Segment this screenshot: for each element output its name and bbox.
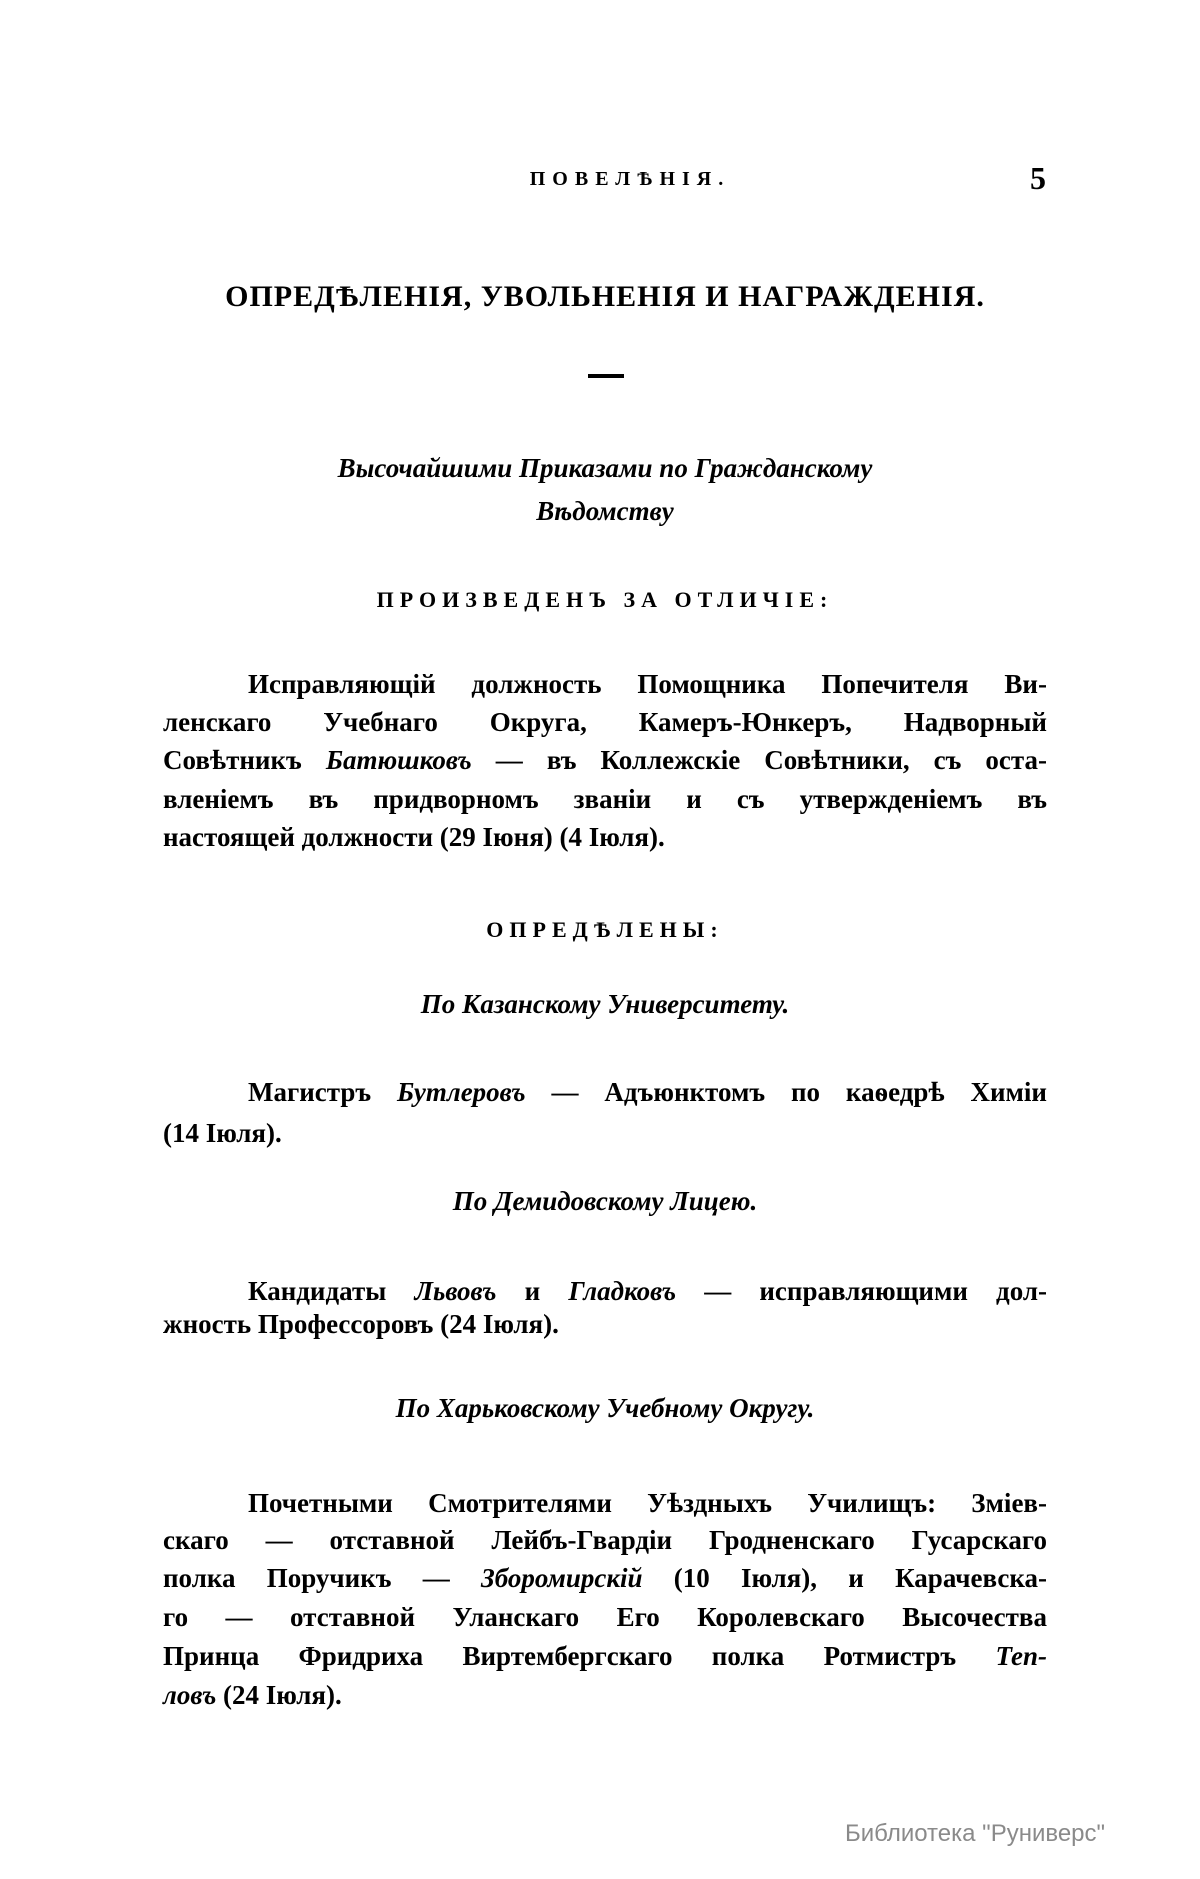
text-segment: и [496, 1276, 569, 1306]
text-segment: настоящей должности (29 Іюня) (4 Іюля). [163, 822, 665, 852]
running-title: ПОВЕЛѢНІЯ. [529, 168, 731, 190]
text-line-p4-l3 [163, 1559, 1047, 1597]
text-line-p1-l5 [163, 818, 1047, 856]
text-segment: Высочайшими Приказами по Гражданскому [337, 453, 873, 483]
text-line-p4-l1 [163, 1484, 1047, 1522]
text-segment: Принца Фридриха Виртембергскаго полка Ротмистръ [163, 1641, 996, 1671]
italic-name: ловъ [163, 1680, 217, 1710]
page-number: 5 [1030, 160, 1046, 196]
text-line-subtitle-2 [163, 492, 1047, 530]
text-line-p1-l1 [163, 665, 1047, 703]
text-line-p3-l2 [163, 1305, 1047, 1343]
text-line-p4-l6 [163, 1676, 1047, 1714]
italic-name: Гладковъ [568, 1276, 677, 1306]
text-segment: Вѣдомству [536, 496, 674, 526]
text-line-p4-l2 [163, 1521, 1047, 1559]
text-segment: Магистръ [248, 1077, 398, 1107]
text-segment: скаго — отставной Лейбъ-Гвардіи Гродненскаго Гусарскаго [163, 1525, 1047, 1555]
italic-name: Зборомирскій [481, 1563, 643, 1593]
text-segment: вленіемъ въ придворномъ званіи и съ утвержденіемъ въ [163, 784, 1047, 814]
text-line-p2-l2 [163, 1114, 1047, 1152]
text-segment: жность Профессоровъ (24 Іюля). [163, 1309, 559, 1339]
text-segment: ПРОИЗВЕДЕНЪ ЗА ОТЛИЧІЕ: [376, 587, 834, 612]
text-line-heading-appointed [163, 911, 1047, 949]
text-line-section-kazan [163, 985, 1047, 1023]
text-segment: По Демидовскому Лицею. [452, 1186, 758, 1216]
page-title: ОПРЕДѢЛЕНІЯ, УВОЛЬНЕНІЯ И НАГРАЖДЕНІЯ. [225, 280, 985, 313]
italic-name: Бутлеровъ [397, 1077, 526, 1107]
divider [588, 374, 624, 378]
text-segment: ОПРЕДѢЛЕНЫ: [486, 917, 724, 942]
text-segment: Исправляющій должность Помощника Попечителя Ви- [248, 669, 1047, 699]
text-line-p4-l4 [163, 1598, 1047, 1636]
italic-name: Батюшковъ [325, 745, 472, 775]
text-segment: (24 Іюля). [216, 1680, 342, 1710]
text-segment: полка Поручикъ — [163, 1563, 482, 1593]
italic-name: Львовъ [414, 1276, 497, 1306]
text-line-section-kharkov [163, 1389, 1047, 1427]
text-line-section-demidov [163, 1182, 1047, 1220]
italic-name: Теп- [995, 1641, 1047, 1671]
text-line-p1-l4 [163, 780, 1047, 818]
text-segment: По Казанскому Университету. [420, 989, 790, 1019]
text-line-heading-promoted [163, 581, 1047, 619]
text-segment: ленскаго Учебнаго Округа, Камеръ-Юнкеръ, Надворный [163, 707, 1047, 737]
text-line-p2-l1 [163, 1073, 1047, 1111]
text-line-subtitle-1 [163, 449, 1047, 487]
text-segment: — въ Коллежскіе Совѣтники, съ оста- [471, 745, 1047, 775]
library-watermark: Библиотека "Руниверс" [845, 1820, 1106, 1847]
text-line-p1-l2 [163, 703, 1047, 741]
text-segment: (14 Іюля). [163, 1118, 282, 1148]
text-segment: (10 Іюля), и Карачевска- [642, 1563, 1047, 1593]
text-line-p4-l5 [163, 1637, 1047, 1675]
text-segment: — Адъюнктомъ по каѳедрѣ Химіи [525, 1077, 1047, 1107]
text-segment: Кандидаты [248, 1276, 415, 1306]
text-segment: Почетными Смотрителями Уѣздныхъ Училищъ: Зміев- [248, 1488, 1047, 1518]
text-segment: Совѣтникъ [163, 745, 326, 775]
text-segment: — исправляющими дол- [676, 1276, 1047, 1306]
text-segment: го — отставной Уланскаго Его Королевскаго Высочества [163, 1602, 1047, 1632]
text-segment: По Харьковскому Учебному Округу. [395, 1393, 815, 1423]
text-line-p1-l3 [163, 741, 1047, 779]
